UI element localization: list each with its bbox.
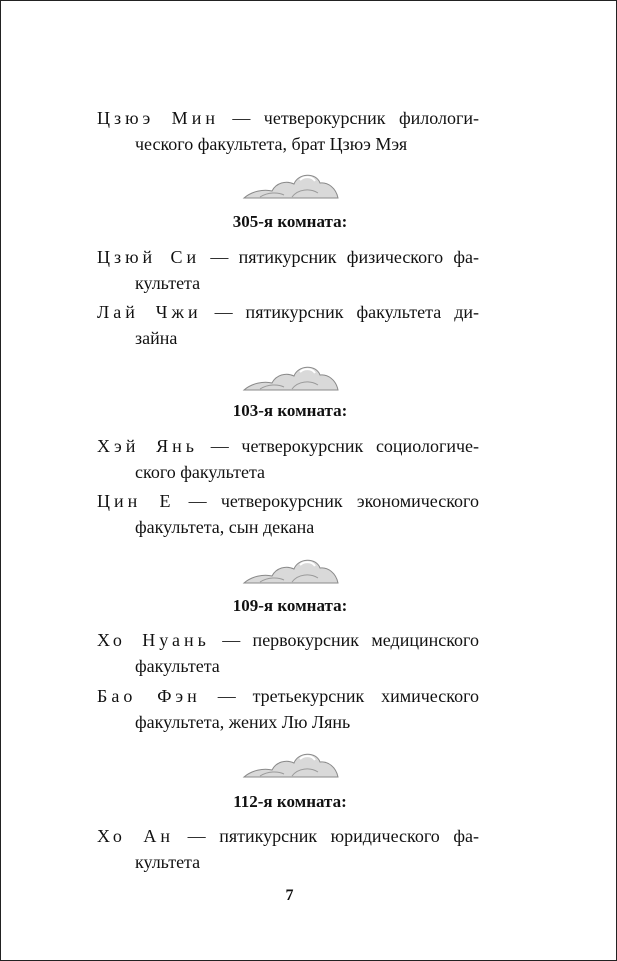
- character-description: — пятикурсник физического фа-: [200, 247, 479, 267]
- character-description-cont: зайна: [135, 328, 178, 348]
- room-heading: 112-я комната:: [233, 792, 347, 811]
- character-name: Цзюй Си: [97, 247, 201, 267]
- character-description: — четверокурсник социологиче-: [197, 436, 479, 456]
- character-entry: [97, 683, 479, 735]
- character-description-cont: факультета, жених Лю Лянь: [135, 712, 351, 732]
- page-number: 7: [285, 887, 294, 904]
- character-name: Цин Е: [97, 491, 175, 511]
- character-description: — пятикурсник факультета ди-: [201, 302, 479, 322]
- character-entry: [97, 823, 479, 875]
- character-description: — четверокурсник филологи-: [218, 108, 479, 128]
- cloud-icon: [240, 363, 342, 393]
- cloud-icon: [240, 750, 342, 780]
- character-name: Хо Нуань: [97, 630, 210, 650]
- character-description-cont: культета: [135, 273, 201, 293]
- character-description: — четверокурсник экономического: [174, 491, 479, 511]
- character-name: Цзюэ Мин: [97, 108, 219, 128]
- character-description-cont: ческого факультета, брат Цзюэ Мэя: [135, 134, 408, 154]
- character-name: Хэй Янь: [97, 436, 198, 456]
- character-entry: [97, 433, 479, 485]
- character-entry: [97, 627, 479, 679]
- cloud-icon: [240, 171, 342, 201]
- character-entry: [97, 299, 479, 351]
- room-heading: 103-я комната:: [232, 401, 348, 420]
- character-description-cont: факультета: [135, 656, 220, 676]
- character-description-cont: ского факультета: [135, 462, 266, 482]
- character-description: — третьекурсник химического: [200, 686, 479, 706]
- character-entry: [97, 244, 479, 296]
- character-entry: [97, 488, 479, 540]
- character-name: Лай Чжи: [97, 302, 202, 322]
- room-heading: 305-я комната:: [232, 212, 348, 231]
- cloud-icon: [240, 556, 342, 586]
- character-description-cont: культета: [135, 852, 201, 872]
- character-description-cont: факультета, сын декана: [135, 517, 315, 537]
- character-name: Хо Ан: [97, 826, 175, 846]
- character-description: — первокурсник медицинского: [209, 630, 479, 650]
- character-name: Бао Фэн: [97, 686, 201, 706]
- character-entry: [97, 105, 479, 157]
- room-heading: 109-я комната:: [232, 596, 348, 615]
- character-description: — пятикурсник юридического фа-: [174, 826, 480, 846]
